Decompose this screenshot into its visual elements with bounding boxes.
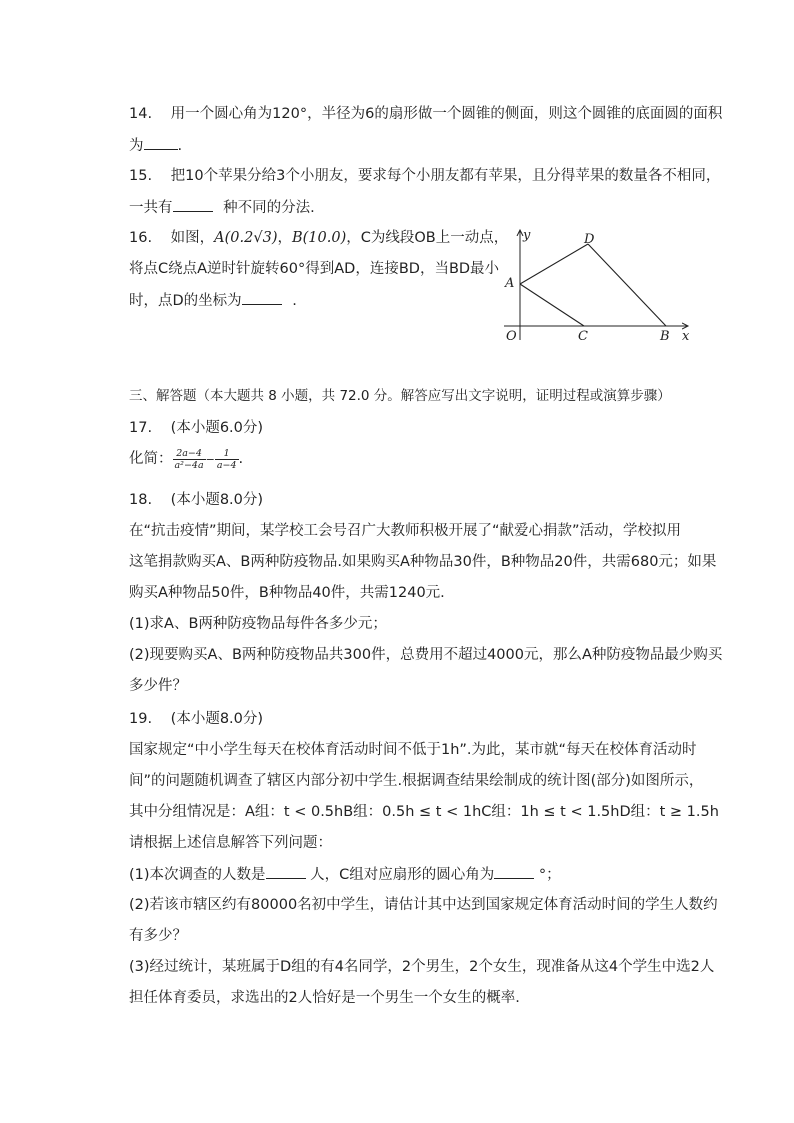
q19-line3: 其中分组情况是：A组：t < 0.5hB组：0.5h ≤ t < 1hC组：1h ≤ t < 1.5hD组：t ≥ 1.5h bbox=[129, 804, 719, 820]
label-x: x bbox=[682, 329, 690, 344]
q18-part1: (1)求A、B两种防疫物品每件各多少元； bbox=[129, 616, 387, 632]
q14-line1 bbox=[129, 104, 722, 124]
q15-text-b: 种不同的分法. bbox=[223, 200, 315, 216]
segment-ac bbox=[520, 284, 584, 326]
q19-line1: 国家规定“中小学生每天在校体育活动时间不低于1h”.为此，某市就“每天在校体育活动时 bbox=[129, 742, 697, 758]
label-c: C bbox=[578, 329, 588, 344]
q16-text-line2: 将点C绕点A逆时针旋转60°得到AD，连接BD，当BD最小 bbox=[129, 261, 500, 277]
q16-figure bbox=[496, 224, 696, 348]
q19-part3: (3)经过统计，某班属于D组的有4名同学，2个男生，2个女生，现准备从这4个学生中选2人 bbox=[129, 959, 715, 975]
q16-number: 16. bbox=[129, 230, 153, 246]
q16-text-b: ，C为线段OB上一动点， bbox=[346, 230, 509, 246]
q17-frac1-denominator: a²−4a bbox=[174, 459, 204, 471]
q14-text-cont: 为 bbox=[129, 138, 144, 154]
q19-part1-c: °； bbox=[538, 867, 561, 883]
q17-frac2-numerator: 1 bbox=[215, 448, 239, 460]
q17-fraction-2 bbox=[215, 448, 239, 471]
q14-line2 bbox=[129, 135, 182, 156]
q18-header bbox=[129, 490, 263, 510]
q16-line2 bbox=[129, 259, 499, 279]
q15-number: 15. bbox=[129, 168, 153, 184]
label-o: O bbox=[506, 329, 517, 344]
q17-number: 17. bbox=[129, 420, 153, 436]
q15-text: 把10个苹果分给3个小朋友，要求每个小朋友都有苹果，且分得苹果的数量各不相同， bbox=[170, 168, 721, 184]
q17-lead: 化简： bbox=[129, 451, 173, 467]
q15-answer-blank[interactable] bbox=[173, 197, 213, 212]
label-b: B bbox=[660, 329, 670, 344]
q19-header bbox=[129, 709, 263, 729]
label-d: D bbox=[584, 232, 595, 247]
label-a: A bbox=[505, 276, 515, 291]
q19-line4: 请根据上述信息解答下列问题： bbox=[129, 835, 332, 851]
q16-line3 bbox=[129, 290, 297, 311]
q14-period: . bbox=[177, 138, 183, 154]
q19-part3-cont: 担任体育委员，求选出的2人恰好是一个男生一个女生的概率. bbox=[129, 990, 520, 1006]
q15-line1 bbox=[129, 166, 720, 186]
q16-text-line3: 时，点D的坐标为 bbox=[129, 293, 242, 309]
q15-text-a: 一共有 bbox=[129, 200, 173, 216]
q19-number: 19. bbox=[129, 711, 153, 727]
q15-line2 bbox=[129, 197, 315, 218]
q18-line1: 在“抗击疫情”期间，某学校工会号召广大教师积极开展了“献爱心捐款”活动，学校拟用 bbox=[129, 523, 682, 539]
q19-blank-angle[interactable] bbox=[494, 864, 534, 879]
q19-line2: 间”的问题随机调查了辖区内部分初中学生.根据调查结果绘制成的统计图(部分)如图所示， bbox=[129, 773, 704, 789]
q18-line3: 购买A种物品50件，B种物品40件，共需1240元. bbox=[129, 585, 445, 601]
q16-period: . bbox=[292, 293, 297, 309]
q18-part2: (2)现要购买A、B两种防疫物品共300件，总费用不超过4000元，那么A种防疫物品最少购买 bbox=[129, 647, 723, 663]
q17-header bbox=[129, 418, 263, 438]
q17-frac1-numerator: 2a−4 bbox=[173, 448, 206, 460]
label-y: y bbox=[523, 228, 531, 243]
q16-sep: ， bbox=[277, 230, 292, 246]
q19-score: (本小题8.0分) bbox=[170, 711, 264, 727]
q14-answer-blank[interactable] bbox=[144, 135, 178, 150]
q16-answer-blank[interactable] bbox=[242, 290, 282, 305]
q16-point-a: A(0.2√3) bbox=[214, 230, 278, 246]
q17-score: (本小题6.0分) bbox=[170, 420, 264, 436]
segment-ad bbox=[520, 244, 588, 284]
q14-text: 用一个圆心角为120°，半径为6的扇形做一个圆锥的侧面，则这个圆锥的底面圆的面积 bbox=[170, 106, 723, 122]
q19-part1-a: (1)本次调查的人数是 bbox=[129, 867, 266, 883]
q17-period: . bbox=[238, 451, 244, 467]
q19-part1-b: 人，C组对应扇形的圆心角为 bbox=[310, 867, 495, 883]
q18-line2: 这笔捐款购买A、B两种防疫物品.如果购买A种物品30件，B种物品20件，共需680元；如果 bbox=[129, 554, 717, 570]
q19-blank-count[interactable] bbox=[266, 864, 306, 879]
q18-score: (本小题8.0分) bbox=[170, 492, 264, 508]
q18-number: 18. bbox=[129, 492, 153, 508]
q14-number: 14. bbox=[129, 106, 153, 122]
q17-minus: − bbox=[205, 453, 215, 466]
q17-expression bbox=[129, 447, 243, 472]
q19-part1 bbox=[129, 864, 561, 885]
q16-text-a: 如图， bbox=[170, 230, 215, 246]
q19-part2-cont: 有多少？ bbox=[129, 928, 187, 944]
q19-part2: (2)若该市辖区约有80000名初中学生，请估计其中达到国家规定体育活动时间的学生人数约 bbox=[129, 897, 718, 913]
q16-line1 bbox=[129, 228, 508, 248]
segment-db bbox=[588, 244, 666, 326]
q17-frac2-denominator: a−4 bbox=[216, 459, 237, 471]
q17-fraction-1 bbox=[173, 448, 206, 471]
q16-point-b: B(10.0) bbox=[291, 230, 347, 246]
section3-title: 三、解答题（本大题共 8 小题，共 72.0 分。解答应写出文字说明，证明过程或演算步骤） bbox=[129, 388, 671, 404]
q18-part2-cont: 多少件？ bbox=[129, 678, 187, 694]
